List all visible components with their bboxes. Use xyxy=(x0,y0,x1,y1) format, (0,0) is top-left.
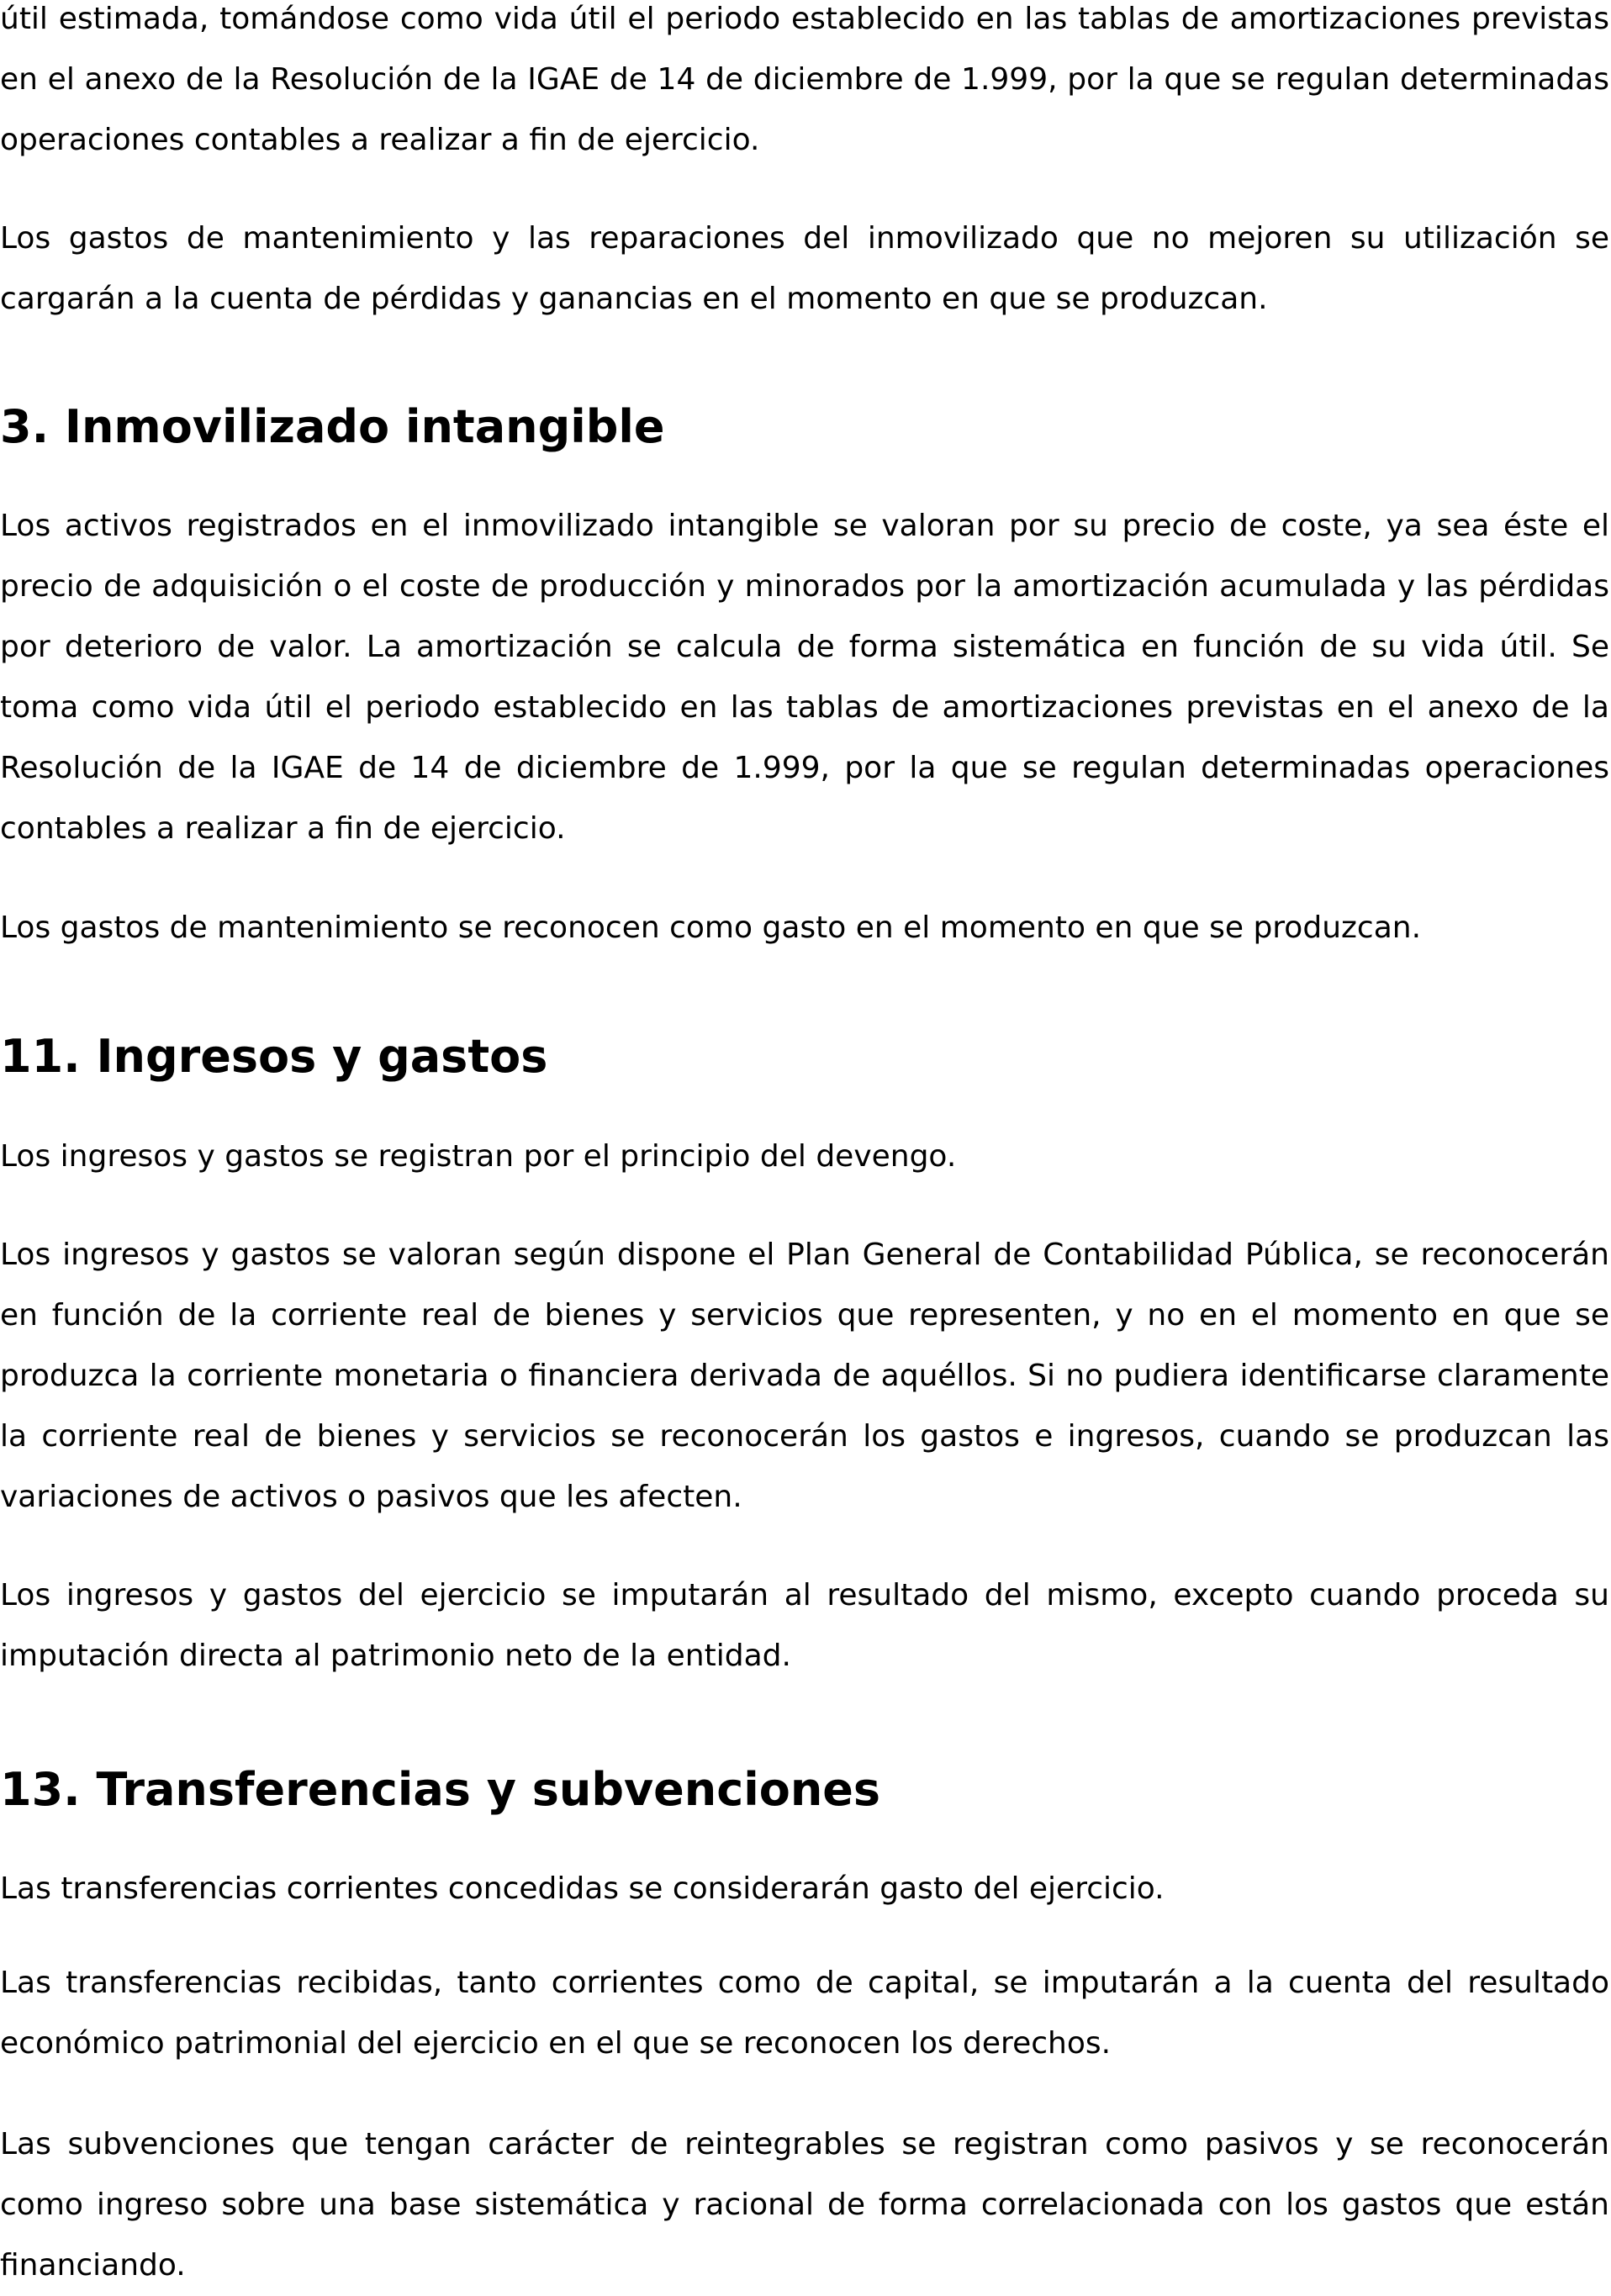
paragraph-section-3-2: Los gastos de mantenimiento se reconocen como gasto en el momento en que se produzcan. xyxy=(0,910,1422,945)
paragraph-section-11-2: Los ingresos y gastos se valoran según dispone el Plan General de Contabilidad Pública, se reconocerán en función de la corriente real de bienes y servicios que representen, y no en el momento en que se produzca la corriente monetaria o financiera derivada de aquéllos. Si no pudiera identificarse claramente la corriente real de bienes y servicios se reconocerán los gastos e ingresos, cuando se produzcan las variaciones de activos o pasivos que les afecten. xyxy=(0,1238,1609,1514)
paragraph-section-13-3: Las subvenciones que tengan carácter de reintegrables se registran como pasivos y se reconocerán como ingreso sobre una base sistemática y racional de forma correlacionada con los gastos que están financiando. xyxy=(0,2127,1609,2283)
paragraph-section-11-1: Los ingresos y gastos se registran por el principio del devengo. xyxy=(0,1139,957,1174)
section-heading-3: 3. Inmovilizado intangible xyxy=(0,400,665,453)
paragraph-section-13-1: Las transferencias corrientes concedidas se considerarán gasto del ejercicio. xyxy=(0,1871,1165,1906)
paragraph-intro-1: útil estimada, tomándose como vida útil el periodo establecido en las tablas de amortizaciones previstas en el anexo de la Resolución de la IGAE de 14 de diciembre de 1.999, por la que se regulan determinadas operaciones contables a realizar a fin de ejercicio. xyxy=(0,2,1609,157)
paragraph-intro-2: Los gastos de mantenimiento y las reparaciones del inmovilizado que no mejoren su utilización se cargarán a la cuenta de pérdidas y ganancias en el momento en que se produzcan. xyxy=(0,221,1609,316)
paragraph-section-13-2: Las transferencias recibidas, tanto corrientes como de capital, se imputarán a la cuenta del resultado económico patrimonial del ejercicio en el que se reconocen los derechos. xyxy=(0,1966,1609,2061)
paragraph-section-11-3: Los ingresos y gastos del ejercicio se imputarán al resultado del mismo, excepto cuando proceda su imputación directa al patrimonio neto de la entidad. xyxy=(0,1578,1609,1673)
section-heading-13: 13. Transferencias y subvenciones xyxy=(0,1763,881,1816)
section-heading-11: 11. Ingresos y gastos xyxy=(0,1030,548,1083)
paragraph-section-3-1: Los activos registrados en el inmovilizado intangible se valoran por su precio de coste, ya sea éste el precio de adquisición o el coste de producción y minorados por la amortización acumulada y las pérdidas por deterioro de valor. La amortización se calcula de forma sistemática en función de su vida útil. Se toma como vida útil el periodo establecido en las tablas de amortizaciones previstas en el anexo de la Resolución de la IGAE de 14 de diciembre de 1.999, por la que se regulan determinadas operaciones contables a realizar a fin de ejercicio. xyxy=(0,509,1609,846)
